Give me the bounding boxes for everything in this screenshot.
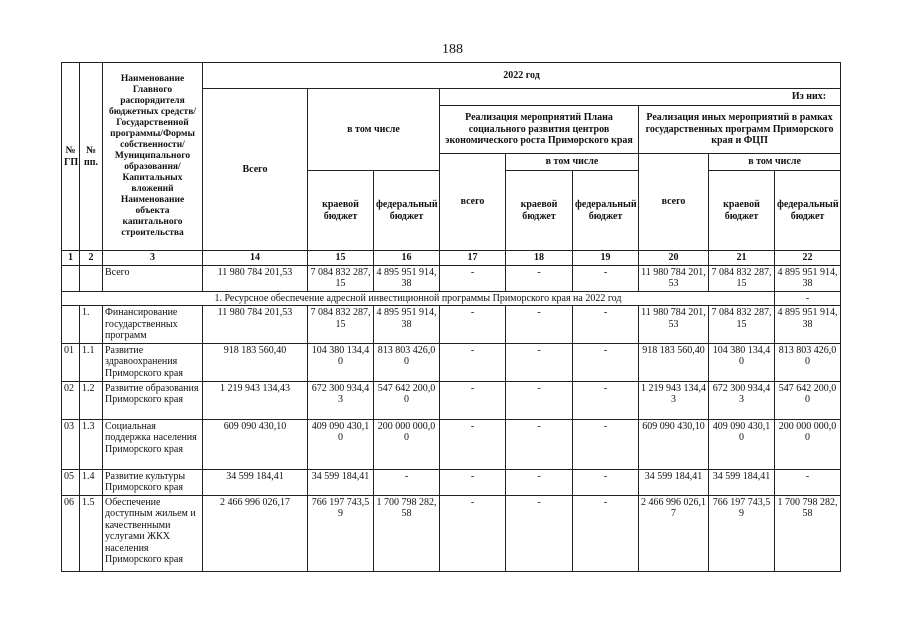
- column-number: 20: [639, 251, 709, 266]
- table-row: [62, 495, 841, 571]
- header-plan-regional: краевой бюджет: [506, 171, 573, 251]
- cell-value: 609 090 430,10: [639, 419, 709, 469]
- section-title: 1. Ресурсное обеспечение адресной инвестиционной программы Приморского края на 2022 год: [62, 291, 775, 306]
- row-name: Развитие образования Приморского края: [103, 381, 203, 419]
- column-number: 2: [80, 251, 103, 266]
- header-other-regional: краевой бюджет: [709, 171, 775, 251]
- header-name: Наименование Главного распорядителя бюджетных средств/Государственной программы/Формы собственности/Муниципального образования/Капитальных вложений Наименование объекта капитального строительства: [103, 63, 203, 251]
- cell-value: 813 803 426,00: [374, 343, 440, 381]
- row-name: Финансирование государственных программ: [103, 306, 203, 344]
- cell-value: -: [440, 306, 506, 344]
- cell-value: 2 466 996 026,17: [203, 495, 308, 571]
- cell-value: 672 300 934,43: [709, 381, 775, 419]
- table-row: [62, 469, 841, 495]
- cell-value: 11 980 784 201,53: [639, 265, 709, 291]
- cell-value: -: [506, 469, 573, 495]
- header-total: Всего: [203, 89, 308, 251]
- table-row: [62, 419, 841, 469]
- cell-value: 409 090 430,10: [308, 419, 374, 469]
- header-other-including: в том числе: [709, 154, 841, 171]
- header-other-federal: федеральный бюджет: [775, 171, 841, 251]
- cell-value: -: [573, 306, 639, 344]
- header-pp: № пп.: [80, 63, 103, 251]
- pp-number: 1.2: [80, 381, 103, 419]
- column-number: 16: [374, 251, 440, 266]
- cell-value: -: [440, 343, 506, 381]
- row-name: Социальная поддержка населения Приморского края: [103, 419, 203, 469]
- cell-value: 4 895 951 914,38: [374, 265, 440, 291]
- cell-value: 813 803 426,00: [775, 343, 841, 381]
- pp-number: 1.3: [80, 419, 103, 469]
- cell-value: 104 380 134,40: [709, 343, 775, 381]
- total-row: [62, 265, 841, 291]
- gp-number: 03: [62, 419, 80, 469]
- gp-number: 02: [62, 381, 80, 419]
- row-name: Обеспечение доступным жильем и качественными услугами ЖКХ населения Приморского края: [103, 495, 203, 571]
- cell-value: 7 084 832 287,15: [709, 265, 775, 291]
- total-row-label: Всего: [103, 265, 203, 291]
- cell-value: -: [440, 469, 506, 495]
- column-number: 21: [709, 251, 775, 266]
- gp-number: 01: [62, 343, 80, 381]
- header-other-total: всего: [639, 154, 709, 251]
- table-row: [62, 381, 841, 419]
- cell-value: 4 895 951 914,38: [775, 306, 841, 344]
- cell-value: 104 380 134,40: [308, 343, 374, 381]
- page-number: 188: [442, 42, 463, 57]
- column-number: 22: [775, 251, 841, 266]
- cell-value: 34 599 184,41: [203, 469, 308, 495]
- cell-value: 11 980 784 201,53: [203, 306, 308, 344]
- header-year: 2022 год: [203, 63, 841, 89]
- cell-value: -: [506, 343, 573, 381]
- column-number: 18: [506, 251, 573, 266]
- column-number: 19: [573, 251, 639, 266]
- cell-value: 1 700 798 282,58: [775, 495, 841, 571]
- column-number: 17: [440, 251, 506, 266]
- gp-number: [62, 306, 80, 344]
- cell-value: -: [573, 495, 639, 571]
- cell-value: 34 599 184,41: [709, 469, 775, 495]
- cell-value: 11 980 784 201,53: [639, 306, 709, 344]
- header-including: в том числе: [308, 89, 440, 171]
- cell-value: -: [440, 381, 506, 419]
- column-number: 15: [308, 251, 374, 266]
- cell-value: 1 219 943 134,43: [639, 381, 709, 419]
- cell-value: -: [573, 419, 639, 469]
- gp-number: 05: [62, 469, 80, 495]
- cell-value: 34 599 184,41: [308, 469, 374, 495]
- table-row: [62, 343, 841, 381]
- cell-value: 2 466 996 026,17: [639, 495, 709, 571]
- header-of-them: Из них:: [440, 89, 841, 106]
- cell-value: -: [374, 469, 440, 495]
- row-name: Развитие здравоохранения Приморского края: [103, 343, 203, 381]
- cell-value: 609 090 430,10: [203, 419, 308, 469]
- cell-value: 547 642 200,00: [374, 381, 440, 419]
- header-gp: № ГП: [62, 63, 80, 251]
- cell-value: 11 980 784 201,53: [203, 265, 308, 291]
- gp-number: 06: [62, 495, 80, 571]
- row-name: Развитие культуры Приморского края: [103, 469, 203, 495]
- cell-value: 766 197 743,59: [308, 495, 374, 571]
- pp-number: 1.5: [80, 495, 103, 571]
- cell-value: -: [506, 306, 573, 344]
- table-row: [62, 306, 841, 344]
- cell-value: 200 000 000,00: [374, 419, 440, 469]
- cell-value: -: [440, 495, 506, 571]
- cell-value: 547 642 200,00: [775, 381, 841, 419]
- pp-number: 1.1: [80, 343, 103, 381]
- cell-value: 918 183 560,40: [639, 343, 709, 381]
- cell-value: -: [506, 381, 573, 419]
- cell-value: -: [506, 495, 573, 571]
- cell-value: 7 084 832 287,15: [308, 306, 374, 344]
- header-regional: краевой бюджет: [308, 171, 374, 251]
- cell-value: -: [440, 265, 506, 291]
- cell-value: 766 197 743,59: [709, 495, 775, 571]
- cell-value: 672 300 934,43: [308, 381, 374, 419]
- cell-value: -: [506, 419, 573, 469]
- cell-value: -: [573, 343, 639, 381]
- cell-value: 1 219 943 134,43: [203, 381, 308, 419]
- cell-value: -: [573, 381, 639, 419]
- header-plan-total: всего: [440, 154, 506, 251]
- cell-value: -: [506, 265, 573, 291]
- cell-value: 200 000 000,00: [775, 419, 841, 469]
- cell-value: -: [573, 469, 639, 495]
- cell-value: -: [440, 419, 506, 469]
- cell-value: 918 183 560,40: [203, 343, 308, 381]
- header-plan-group: Реализация мероприятий Плана социального развития центров экономического роста Приморского края: [440, 106, 639, 154]
- pp-number: 1.: [80, 306, 103, 344]
- cell-value: -: [775, 469, 841, 495]
- cell-value: 7 084 832 287,15: [308, 265, 374, 291]
- header-plan-including: в том числе: [506, 154, 639, 171]
- budget-table: [61, 62, 841, 572]
- header-federal: федеральный бюджет: [374, 171, 440, 251]
- cell-value: -: [573, 265, 639, 291]
- column-number: 1: [62, 251, 80, 266]
- cell-value: 409 090 430,10: [709, 419, 775, 469]
- column-number-row: [62, 251, 841, 266]
- column-number: 3: [103, 251, 203, 266]
- cell-value: 7 084 832 287,15: [709, 306, 775, 344]
- section-dash: -: [775, 291, 841, 306]
- header-other-group: Реализация иных мероприятий в рамках государственных программ Приморского края и ФЦП: [639, 106, 841, 154]
- pp-number: 1.4: [80, 469, 103, 495]
- cell-value: 1 700 798 282,58: [374, 495, 440, 571]
- cell-value: 4 895 951 914,38: [775, 265, 841, 291]
- column-number: 14: [203, 251, 308, 266]
- cell-value: 4 895 951 914,38: [374, 306, 440, 344]
- cell-value: 34 599 184,41: [639, 469, 709, 495]
- header-plan-federal: федеральный бюджет: [573, 171, 639, 251]
- section-row: [62, 291, 841, 306]
